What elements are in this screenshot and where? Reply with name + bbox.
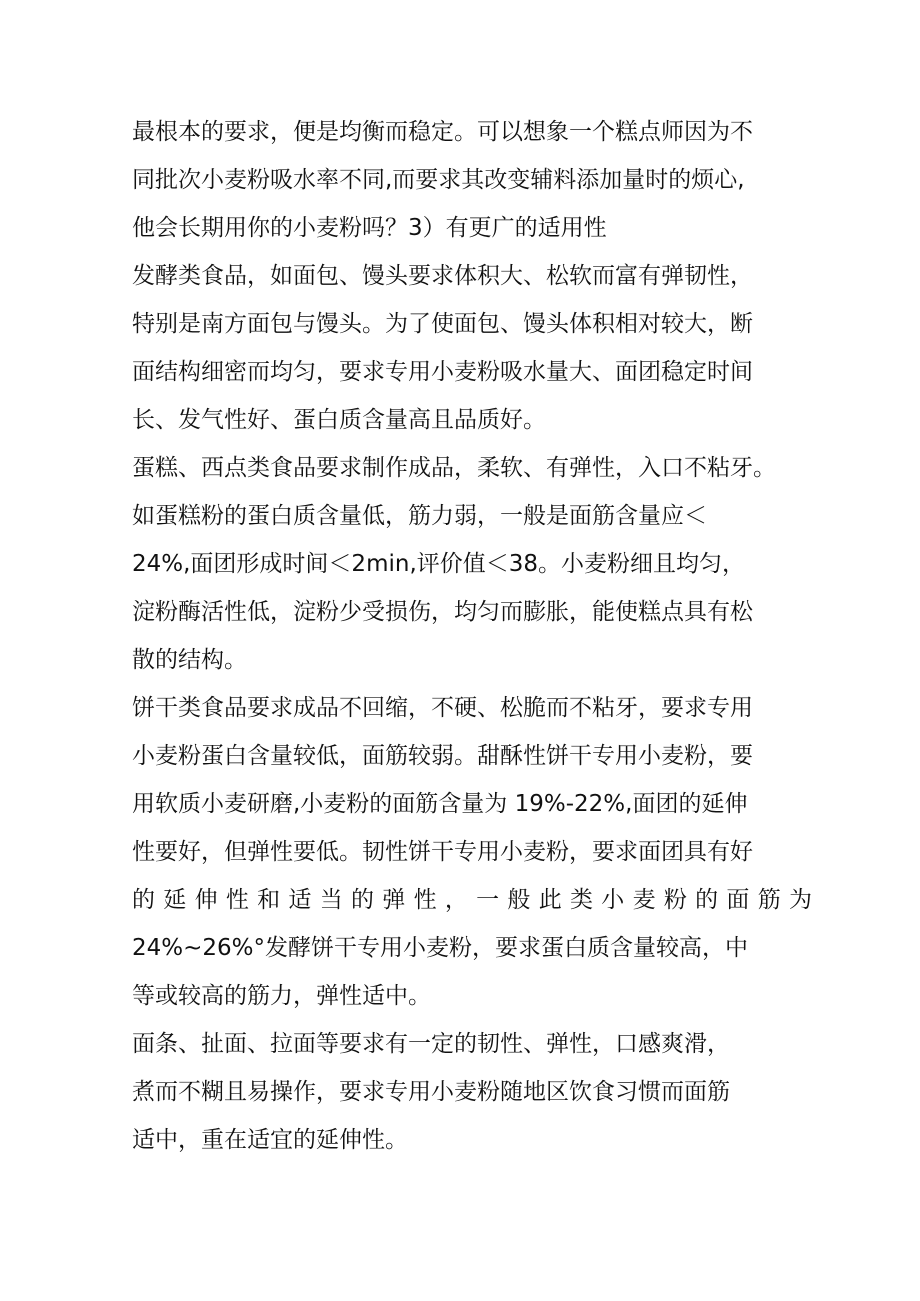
text-line: 24%~26%°发酵饼干专用小麦粉，要求蛋白质含量较高，中	[132, 935, 749, 961]
text-line-justified: 的延伸性和适当的弹性，一般此类小麦粉的面筋为	[132, 887, 812, 913]
text-line: 小麦粉蛋白含量较低，面筋较弱。甜酥性饼干专用小麦粉，要	[132, 743, 753, 769]
text-line: 淀粉酶活性低，淀粉少受损伤，均匀而膨胀，能使糕点具有松	[132, 599, 753, 625]
text-line: 用软质小麦研磨,小麦粉的面筋含量为 19%-22%,面团的延伸	[132, 791, 748, 817]
text-line: 煮而不糊且易操作，要求专用小麦粉随地区饮食习惯而面筋	[132, 1079, 730, 1105]
text-line: 特别是南方面包与馒头。为了使面包、馒头体积相对较大，断	[132, 311, 753, 337]
text-line: 如蛋糕粉的蛋白质含量低，筋力弱，一般是面筋含量应＜	[132, 503, 707, 529]
text-line: 24%,面团形成时间＜2min,评价值＜38。小麦粉细且均匀，	[132, 551, 746, 577]
text-line: 他会长期用你的小麦粉吗？3）有更广的适用性	[132, 215, 607, 241]
text-line: 适中，重在适宜的延伸性。	[132, 1127, 408, 1153]
document-body	[132, 108, 812, 1164]
text-line: 面条、扯面、拉面等要求有一定的韧性、弹性，口感爽滑，	[132, 1031, 730, 1057]
text-line: 等或较高的筋力，弹性适中。	[132, 983, 431, 1009]
text-line: 蛋糕、西点类食品要求制作成品，柔软、有弹性，入口不粘牙。	[132, 455, 776, 481]
text-line: 散的结构。	[132, 647, 247, 673]
text-line: 发酵类食品，如面包、馒头要求体积大、松软而富有弹韧性，	[132, 263, 753, 289]
text-line: 同批次小麦粉吸水率不同,而要求其改变辅料添加量时的烦心,	[132, 167, 745, 193]
text-line: 最根本的要求，便是均衡而稳定。可以想象一个糕点师因为不	[132, 119, 753, 145]
text-line: 面结构细密而均匀，要求专用小麦粉吸水量大、面团稳定时间	[132, 359, 753, 385]
text-line: 长、发气性好、蛋白质含量高且品质好。	[132, 407, 546, 433]
text-line: 性要好，但弹性要低。韧性饼干专用小麦粉，要求面团具有好	[132, 839, 753, 865]
text-line: 饼干类食品要求成品不回缩，不硬、松脆而不粘牙，要求专用	[132, 695, 753, 721]
